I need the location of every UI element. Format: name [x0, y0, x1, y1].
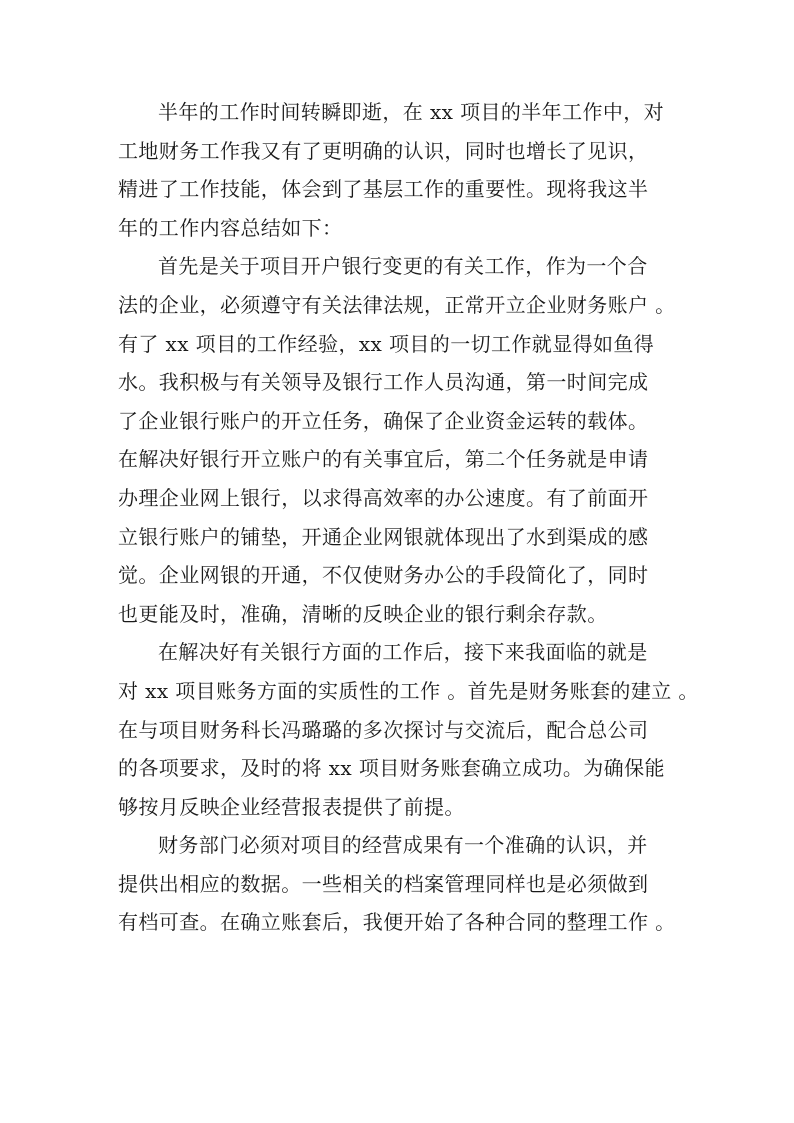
text-line: 有了 xx 项目的工作经验，xx 项目的一切工作就显得如鱼得 — [118, 331, 655, 356]
text-line: 提供出相应的数据。一些相关的档案管理同样也是必须做到 — [118, 871, 649, 896]
text-line: 对 xx 项目账务方面的实质性的工作 。首先是财务账套的建立 。 — [118, 678, 699, 703]
text-line: 年的工作内容总结如下： — [118, 215, 343, 240]
text-line: 立银行账户的铺垫，开通企业网银就体现出了水到渠成的感 — [118, 524, 649, 549]
text-line: 觉。企业网银的开通，不仅使财务办公的手段简化了，同时 — [118, 563, 649, 588]
text-line: 的各项要求，及时的将 xx 项目财务账套确立成功。为确保能 — [118, 756, 665, 781]
text-line: 在解决好银行开立账户的有关事宜后，第二个任务就是申请 — [118, 447, 649, 472]
text-line: 工地财务工作我又有了更明确的认识，同时也增长了见识， — [118, 138, 649, 163]
text-line: 也更能及时，准确，清晰的反映企业的银行剩余存款。 — [118, 601, 608, 626]
text-line: 水。我积极与有关领导及银行工作人员沟通，第一时间完成 — [118, 370, 649, 395]
text-line: 精进了工作技能，体会到了基层工作的重要性。现将我这半 — [118, 177, 649, 202]
text-line: 够按月反映企业经营报表提供了前提。 — [118, 794, 465, 819]
text-line: 首先是关于项目开户银行变更的有关工作，作为一个合 — [158, 254, 648, 279]
text-line: 财务部门必须对项目的经营成果有一个准确的认识，并 — [158, 833, 648, 858]
text-line: 法的企业，必须遵守有关法律法规，正常开立企业财务账户 。 — [118, 292, 676, 317]
text-line: 有档可查。在确立账套后，我便开始了各种合同的整理工作 。 — [118, 910, 676, 935]
document-body — [118, 97, 699, 946]
text-line: 半年的工作时间转瞬即逝，在 xx 项目的半年工作中，对 — [158, 100, 665, 124]
text-line: 在解决好有关银行方面的工作后，接下来我面临的就是 — [158, 640, 648, 665]
text-line: 办理企业网上银行，以求得高效率的办公速度。有了前面开 — [118, 485, 649, 510]
text-line: 了企业银行账户的开立任务，确保了企业资金运转的载体。 — [118, 408, 649, 433]
text-line: 在与项目财务科长冯璐璐的多次探讨与交流后，配合总公司 — [118, 717, 649, 742]
